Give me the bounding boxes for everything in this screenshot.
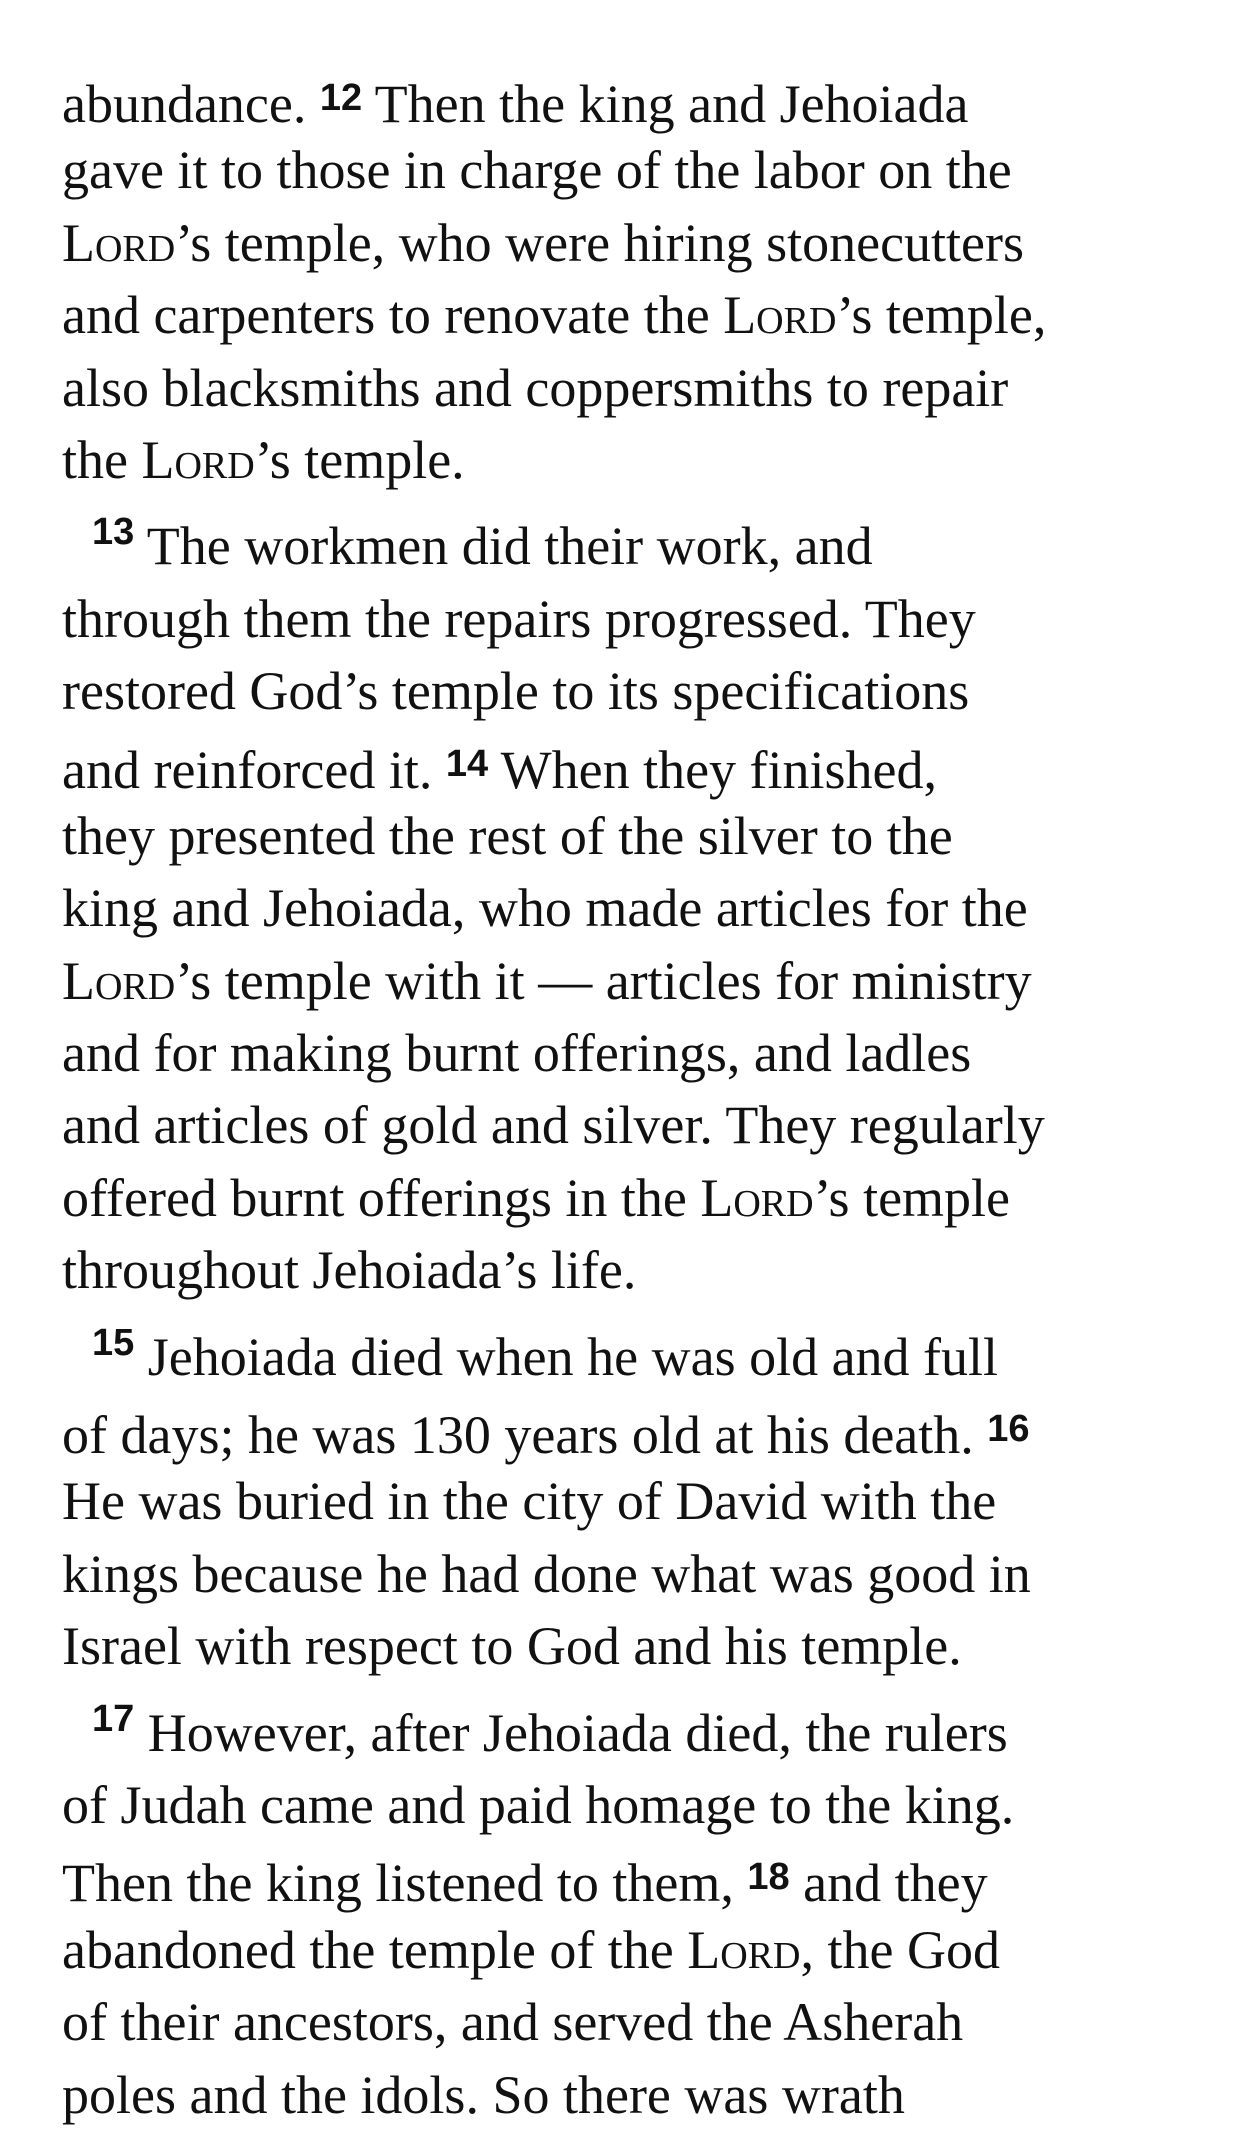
verse-text: ’s temple, xyxy=(836,285,1047,346)
divine-name: Lord xyxy=(687,1919,801,1980)
text-line xyxy=(62,1610,1202,1682)
text-line xyxy=(62,1986,1202,2058)
verse-text: , the God xyxy=(800,1919,1000,1980)
paragraph xyxy=(62,1697,1202,2131)
text-line xyxy=(62,424,1202,496)
text-line xyxy=(62,62,1202,134)
verse-text: kings because he had done what was good in xyxy=(62,1543,1031,1604)
text-line xyxy=(62,1321,1202,1393)
verse-text: ’s temple xyxy=(813,1167,1011,1228)
text-line xyxy=(62,800,1202,872)
text-line xyxy=(62,134,1202,206)
verse-text: ’s temple with it — articles for ministry xyxy=(175,950,1032,1011)
divine-name: Lord xyxy=(141,429,255,490)
verse-text: Then the king listened to them, xyxy=(62,1853,748,1914)
paragraph xyxy=(62,62,1202,496)
text-line xyxy=(62,1841,1202,1913)
verse-text: of days; he was 130 years old at his death. xyxy=(62,1405,988,1466)
verse-text: abandoned the temple of the xyxy=(62,1919,688,1980)
verse-text: offered burnt offerings in the xyxy=(62,1167,701,1228)
scripture-text xyxy=(62,62,1202,2131)
text-line xyxy=(62,1162,1202,1234)
text-line xyxy=(62,728,1202,800)
text-line xyxy=(62,1089,1202,1161)
verse-text: Then the king and Jehoiada xyxy=(362,74,969,134)
verse-text: and reinforced it. xyxy=(62,739,446,800)
divine-name: Lord xyxy=(723,285,837,346)
verse-number: 17 xyxy=(92,1697,135,1740)
verse-text: The workmen did their work, and xyxy=(134,516,873,577)
text-line xyxy=(62,872,1202,944)
verse-number: 18 xyxy=(747,1856,790,1899)
verse-text: Israel with respect to God and his temple. xyxy=(62,1616,962,1677)
text-line xyxy=(62,655,1202,727)
verse-text: also blacksmiths and coppersmiths to repair xyxy=(62,357,1009,418)
text-line xyxy=(62,207,1202,279)
verse-text: However, after Jehoiada died, the rulers xyxy=(134,1702,1008,1763)
verse-text: ’s temple, who were hiring stonecutters xyxy=(175,212,1025,273)
verse-text: Jehoiada died when he was old and full xyxy=(134,1326,999,1387)
verse-text: king and Jehoiada, who made articles for the xyxy=(62,878,1028,939)
paragraph xyxy=(62,510,1202,1306)
verse-text: and for making burnt offerings, and ladles xyxy=(62,1023,972,1084)
text-line xyxy=(62,1017,1202,1089)
divine-name: Lord xyxy=(62,212,176,273)
verse-text: through them the repairs progressed. They xyxy=(62,588,976,649)
verse-text: poles and the idols. So there was wrath xyxy=(62,2064,905,2125)
verse-text: abundance. xyxy=(62,74,320,134)
verse-text: and articles of gold and silver. They regularly xyxy=(62,1095,1045,1156)
text-line xyxy=(62,2059,1202,2131)
verse-text: ’s temple. xyxy=(254,429,465,490)
text-line xyxy=(62,583,1202,655)
text-line xyxy=(62,1393,1202,1465)
verse-text: the xyxy=(62,429,142,490)
verse-number: 14 xyxy=(445,742,489,785)
verse-text: restored God’s temple to its specifications xyxy=(62,661,970,722)
verse-number: 16 xyxy=(987,1408,1030,1451)
verse-text: they presented the rest of the silver to the xyxy=(62,805,953,866)
verse-text: and they xyxy=(789,1853,988,1914)
divine-name: Lord xyxy=(700,1167,814,1228)
verse-number: 13 xyxy=(92,511,135,554)
verse-text: and carpenters to renovate the xyxy=(62,285,724,346)
divine-name: Lord xyxy=(62,950,176,1011)
text-line xyxy=(62,1234,1202,1306)
verse-text: of their ancestors, and served the Asherah xyxy=(62,1992,964,2053)
verse-text: He was buried in the city of David with the xyxy=(62,1471,997,1532)
text-line xyxy=(62,945,1202,1017)
paragraph xyxy=(62,1321,1202,1683)
text-line xyxy=(62,352,1202,424)
text-line xyxy=(62,1465,1202,1537)
verse-text: When they finished, xyxy=(488,739,938,800)
verse-number: 12 xyxy=(319,77,363,119)
text-line xyxy=(62,1769,1202,1841)
text-line xyxy=(62,1538,1202,1610)
verse-number: 15 xyxy=(92,1321,135,1364)
text-line xyxy=(62,1914,1202,1986)
verse-text: of Judah came and paid homage to the king. xyxy=(62,1774,1015,1835)
text-line xyxy=(62,510,1202,582)
verse-text: gave it to those in charge of the labor on the xyxy=(62,140,1012,201)
text-line xyxy=(62,279,1202,351)
verse-text: throughout Jehoiada’s life. xyxy=(62,1240,637,1301)
text-line xyxy=(62,1697,1202,1769)
